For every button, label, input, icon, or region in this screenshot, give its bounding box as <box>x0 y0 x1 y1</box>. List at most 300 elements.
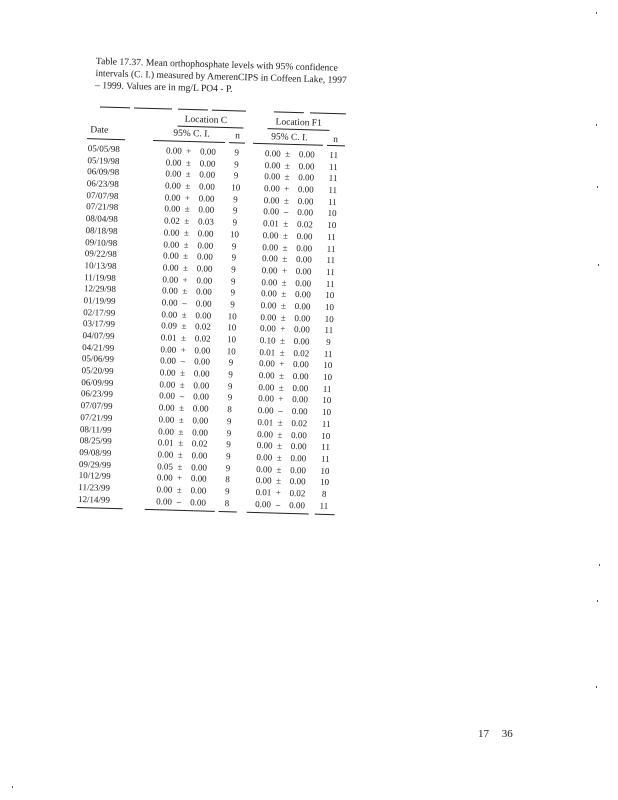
location-f1-n-cell: 11 <box>320 453 330 464</box>
location-f1-ci-cell: 0.00 <box>295 254 312 265</box>
location-c-plusminus-cell: + <box>184 192 191 203</box>
location-c-n-cell: 9 <box>232 205 238 216</box>
date-cell: 07/07/99 <box>80 400 113 412</box>
date-cell: 08/11/99 <box>79 423 112 435</box>
location-c-plusminus-cell: ± <box>178 426 184 437</box>
location-f1-n-cell: 11 <box>319 500 329 511</box>
location-f1-ci-cell: 0.00 <box>294 289 311 300</box>
location-f1-ci-cell: 0.00 <box>296 230 313 242</box>
location-f1-plusminus-cell: ± <box>276 440 283 451</box>
location-c-ci-cell: 0.00 <box>193 391 210 403</box>
date-cell: 09/22/98 <box>84 248 118 260</box>
location-f1-mean-cell: 0.10 <box>259 335 276 346</box>
location-c-plusminus-cell: ± <box>176 484 182 495</box>
date-cell: 06/23/99 <box>80 388 114 400</box>
location-c-mean-cell: 0.00 <box>162 250 179 261</box>
location-c-ci-cell: 0.00 <box>192 415 209 426</box>
location-f1-n-cell: 11 <box>328 184 338 196</box>
location-f1-n-cell: 10 <box>325 290 335 301</box>
location-c-mean-cell: 0.00 <box>163 227 180 238</box>
location-c-ci-cell: 0.03 <box>197 216 214 227</box>
location-c-ci-cell: 0.00 <box>196 251 213 262</box>
date-cell: 09/10/98 <box>85 236 118 248</box>
location-f1-plusminus-cell: ± <box>277 429 283 440</box>
location-c-n-cell: 9 <box>226 415 232 427</box>
date-cell: 10/13/98 <box>84 260 117 271</box>
location-f1-plusminus-cell: ± <box>285 148 291 159</box>
date-cell: 01/19/99 <box>83 295 116 306</box>
location-c-ci-cell: 0.00 <box>199 146 216 157</box>
location-c-n-cell: 9 <box>227 392 233 403</box>
location-c-plusminus-cell: ± <box>182 286 188 297</box>
location-f1-plusminus-cell: ± <box>281 288 287 300</box>
location-f1-plusminus-cell: ± <box>281 277 287 288</box>
location-c-n-cell: 10 <box>229 228 240 240</box>
location-f1-n-cell: 11 <box>323 348 333 359</box>
page-number: 17 36 <box>478 728 513 740</box>
location-f1-ci-cell: 0.00 <box>291 394 309 405</box>
location-c-n-cell: 8 <box>227 404 232 415</box>
location-f1-ci-cell: 0.00 <box>290 452 307 464</box>
location-f1-ci-cell: 0.00 <box>292 371 309 382</box>
table-top-rule <box>100 107 130 109</box>
scan-speck <box>596 124 597 126</box>
date-cell: 07/21/99 <box>80 411 113 423</box>
location-f1-plusminus-cell: ± <box>278 382 284 393</box>
date-cell: 07/21/98 <box>86 201 119 213</box>
location-c-n-cell: 9 <box>232 217 238 228</box>
location-c-plusminus-cell: ± <box>179 367 186 379</box>
date-cell: 10/12/99 <box>78 470 111 482</box>
location-c-n-cell: 10 <box>226 345 236 357</box>
location-f1-ci-cell: 0.00 <box>294 312 311 324</box>
location-f1-n-cell: 11 <box>321 418 331 429</box>
location-c-n-cell: 8 <box>225 474 231 485</box>
location-c-mean-cell: 0.00 <box>165 168 182 180</box>
location-f1-mean-cell: 0.00 <box>264 148 281 159</box>
location-c-n-cell: 9 <box>230 287 236 298</box>
location-c-mean-cell: 0.00 <box>164 180 181 191</box>
location-f1-mean-cell: 0.00 <box>256 451 273 463</box>
location-c-mean-cell: 0.00 <box>160 343 177 355</box>
location-c-plusminus-cell: ± <box>178 402 185 414</box>
location-c-n-cell: 9 <box>234 158 239 170</box>
location-c-plusminus-cell: ± <box>179 379 185 390</box>
location-c-n-cell: 9 <box>231 240 237 251</box>
location-f1-n-cell: 11 <box>329 149 339 161</box>
location-c-plusminus-cell: ± <box>182 262 189 273</box>
location-f1-mean-cell: 0.00 <box>258 358 276 369</box>
n-c-header: n <box>235 131 241 142</box>
location-c-ci-cell: 0.00 <box>194 356 211 368</box>
location-c-n-cell: 9 <box>227 380 233 392</box>
location-c-n-cell: 9 <box>231 264 236 275</box>
location-f1-ci-cell: 0.00 <box>290 441 307 452</box>
location-f1-mean-cell: 0.00 <box>261 276 278 288</box>
location-c-mean-cell: 0.00 <box>160 355 177 367</box>
location-f1-mean-cell: 0.01 <box>262 218 279 229</box>
location-f1-plusminus-cell: – <box>283 207 289 218</box>
location-c-mean-cell: 0.00 <box>159 390 176 402</box>
location-c-plusminus-cell: ± <box>183 227 190 238</box>
table-top-rule <box>212 110 246 112</box>
location-c-mean-cell: 0.00 <box>156 472 173 483</box>
location-c-mean-cell: 0.00 <box>162 262 179 273</box>
location-f1-mean-cell: 0.00 <box>256 463 273 475</box>
date-cell: 12/14/99 <box>77 493 111 505</box>
location-f1-plusminus-cell: ± <box>275 475 282 486</box>
location-c-ci-cell: 0.02 <box>191 438 208 449</box>
date-cell: 11/19/98 <box>84 271 117 283</box>
location-c-plusminus-cell: + <box>176 473 183 484</box>
scan-speck <box>598 264 599 266</box>
location-f1-ci-cell: 0.00 <box>298 149 315 160</box>
location-f1-ci-cell: 0.02 <box>289 487 306 499</box>
location-f1-n-cell: 10 <box>319 477 330 488</box>
location-f1-ci-cell: 0.00 <box>298 172 315 183</box>
date-cell: 07/07/98 <box>86 189 119 201</box>
location-f1-n-cell: 10 <box>327 208 337 219</box>
location-c-ci-cell: 0.00 <box>196 263 213 274</box>
location-c-plusminus-cell: – <box>182 297 187 308</box>
location-f1-n-cell: 10 <box>324 313 334 324</box>
location-f1-ci-cell: 0.00 <box>289 476 306 487</box>
date-cell: 09/08/99 <box>79 446 112 458</box>
location-f1-n-cell: 10 <box>327 220 337 231</box>
location-c-ci-cell: 0.00 <box>190 496 207 508</box>
location-c-ci-cell: 0.00 <box>192 426 209 438</box>
location-c-mean-cell: 0.00 <box>162 273 179 285</box>
date-cell: 04/07/99 <box>82 330 115 341</box>
date-cell: 08/04/98 <box>85 213 119 225</box>
location-f1-mean-cell: 0.01 <box>255 486 272 498</box>
location-f1-plusminus-cell: + <box>275 487 281 498</box>
location-c-plusminus-cell: ± <box>185 180 191 192</box>
table-top-rule <box>310 112 346 114</box>
location-c-mean-cell: 0.00 <box>158 425 175 437</box>
location-f1-ci-cell: 0.00 <box>297 207 314 218</box>
location-c-mean-cell: 0.00 <box>158 414 175 425</box>
location-f1-mean-cell: 0.00 <box>260 288 277 299</box>
location-f1-mean-cell: 0.00 <box>256 440 273 451</box>
date-cell: 11/23/99 <box>78 481 111 493</box>
date-cell: 05/19/98 <box>87 154 120 166</box>
location-f1-mean-cell: 0.00 <box>258 381 275 393</box>
location-f1-ci-cell: 0.02 <box>291 417 308 429</box>
table-bottom-rule <box>315 513 335 515</box>
location-f1-n-cell: 8 <box>321 488 327 499</box>
location-f1-plusminus-cell: ± <box>279 335 286 346</box>
location-c-n-cell: 10 <box>226 334 237 345</box>
location-c-plusminus-cell: ± <box>183 251 189 262</box>
location-f1-mean-cell: 0.00 <box>261 253 278 264</box>
location-f1-plusminus-cell: + <box>280 323 286 335</box>
location-f1-plusminus-cell: ± <box>284 160 291 171</box>
location-c-ci-cell: 0.00 <box>196 274 213 286</box>
location-f1-ci-cell: 0.00 <box>298 160 315 172</box>
location-c-mean-cell: 0.01 <box>157 437 174 448</box>
location-f1-n-cell: 11 <box>322 383 332 394</box>
location-f1-mean-cell: 0.00 <box>257 428 274 439</box>
location-f1-ci-cell: 0.00 <box>291 429 308 440</box>
location-c-ci-cell: 0.00 <box>199 169 216 181</box>
location-f1-mean-cell: 0.00 <box>264 171 281 182</box>
table-bottom-rule <box>247 511 309 514</box>
location-c-mean-cell: 0.00 <box>158 402 175 413</box>
location-c-mean-cell: 0.00 <box>165 145 182 156</box>
location-c-n-cell: 9 <box>225 462 231 473</box>
location-f1-mean-cell: 0.00 <box>263 194 280 206</box>
location-f1-n-cell: 10 <box>322 371 333 383</box>
date-cell: 05/05/98 <box>87 143 120 155</box>
table-body <box>71 143 351 513</box>
location-c-header: Location C <box>184 114 228 127</box>
location-c-mean-cell: 0.01 <box>160 332 177 343</box>
location-c-ci-cell: 0.00 <box>193 379 210 391</box>
location-f1-n-cell: 10 <box>320 465 330 476</box>
location-c-plusminus-cell: ± <box>178 414 184 425</box>
location-c-plusminus-cell: ± <box>177 461 183 472</box>
date-cell: 05/20/99 <box>81 365 114 377</box>
location-f1-ci-cell: 0.02 <box>296 219 313 230</box>
location-f1-mean-cell: 0.00 <box>263 183 280 194</box>
location-f1-mean-cell: 0.00 <box>264 159 281 171</box>
location-f1-ci-cell: 0.00 <box>297 195 314 207</box>
location-f1-mean-cell: 0.00 <box>262 229 279 241</box>
location-c-ci-cell: 0.00 <box>190 473 207 484</box>
location-c-mean-cell: 0.00 <box>163 238 180 250</box>
location-f1-mean-cell: 0.00 <box>260 311 277 323</box>
location-c-plusminus-cell: ± <box>184 216 190 227</box>
location-c-mean-cell: 0.05 <box>157 460 174 472</box>
location-f1-plusminus-cell: + <box>284 183 290 194</box>
location-f1-plusminus-cell: ± <box>282 242 288 253</box>
location-f1-n-cell: 9 <box>326 336 331 348</box>
location-f1-plusminus-cell: ± <box>284 172 290 183</box>
location-c-plusminus-cell: ± <box>178 438 184 449</box>
table-top-rule <box>134 107 172 109</box>
n-f1-header: n <box>333 135 339 146</box>
location-f1-ci-cell: 0.00 <box>294 300 311 312</box>
location-f1-ci-cell: 0.00 <box>297 184 314 195</box>
date-cell: 09/29/99 <box>78 458 112 470</box>
location-c-plusminus-cell: ± <box>185 157 192 168</box>
location-c-mean-cell: 0.02 <box>163 215 180 226</box>
table-caption: Table 17.37. Mean orthophosphate levels with 95% confidence intervals (C. I.) measured by AmerenCIPS in Coffeen Lake, 1997 – 1999. Values are in mg/L PO4 - P. <box>95 56 347 95</box>
location-c-ci-cell: 0.00 <box>191 461 208 473</box>
location-f1-mean-cell: 0.00 <box>262 241 279 253</box>
scan-speck <box>599 564 600 566</box>
location-f1-mean-cell: 0.00 <box>258 393 275 404</box>
location-c-plusminus-cell: ± <box>181 321 187 332</box>
location-c-ci-cell: 0.00 <box>198 204 215 216</box>
location-c-ci-cell: 0.00 <box>194 344 211 356</box>
location-c-n-cell: 10 <box>231 182 241 193</box>
location-c-n-cell: 9 <box>233 194 238 205</box>
location-c-n-cell: 9 <box>233 170 239 181</box>
location-c-plusminus-cell: ± <box>180 332 187 343</box>
location-c-plusminus-cell: ± <box>177 449 183 460</box>
scan-speck <box>597 186 598 188</box>
location-f1-n-cell: 10 <box>324 301 335 313</box>
table-bottom-rule <box>219 511 237 513</box>
location-f1-n-cell: 10 <box>323 360 333 371</box>
location-c-n-cell: 9 <box>228 357 234 368</box>
location-c-n-cell: 8 <box>224 497 230 508</box>
location-f1-n-cell: 11 <box>325 266 335 277</box>
location-f1-plusminus-cell: ± <box>283 218 289 229</box>
location-f1-mean-cell: 0.01 <box>259 346 276 358</box>
location-c-ci-cell: 0.02 <box>194 321 212 332</box>
location-f1-mean-cell: 0.00 <box>261 264 278 276</box>
ci-f1-header: 95% C. I. <box>271 132 308 144</box>
location-c-plusminus-cell: ± <box>183 239 189 250</box>
location-c-n-cell: 10 <box>227 310 237 322</box>
location-f1-plusminus-cell: – <box>278 405 283 416</box>
location-f1-n-cell: 11 <box>327 196 337 207</box>
location-c-n-cell: 9 <box>226 439 231 450</box>
location-c-n-cell: 9 <box>225 451 231 462</box>
location-c-n-cell: 9 <box>228 369 233 380</box>
location-c-n-cell: 9 <box>230 299 235 310</box>
location-f1-mean-cell: 0.00 <box>257 405 274 416</box>
location-c-ci-cell: 0.00 <box>198 181 215 192</box>
location-f1-plusminus-cell: ± <box>277 417 283 428</box>
location-c-mean-cell: 0.00 <box>164 203 181 215</box>
location-f1-plusminus-cell: ± <box>279 347 285 358</box>
location-f1-ci-cell: 0.00 <box>295 265 312 277</box>
location-c-mean-cell: 0.09 <box>161 320 178 332</box>
location-f1-ci-cell: 0.00 <box>289 499 306 511</box>
location-c-plusminus-cell: – <box>176 496 182 507</box>
location-c-ci-cell: 0.00 <box>191 450 208 461</box>
location-f1-ci-cell: 0.02 <box>293 347 310 359</box>
location-f1-plusminus-cell: ± <box>280 300 287 311</box>
location-c-plusminus-cell: – <box>180 356 186 367</box>
location-f1-n-cell: 10 <box>321 406 332 418</box>
header-under-rule <box>87 138 125 140</box>
location-c-mean-cell: 0.00 <box>156 495 173 507</box>
scan-speck <box>596 12 597 14</box>
table-bottom-rule <box>145 509 215 512</box>
location-c-n-cell: 9 <box>231 252 237 263</box>
table-bottom-rule <box>77 507 123 509</box>
location-c-ci-cell: 0.00 <box>195 286 212 297</box>
location-f1-plusminus-cell: + <box>279 358 285 370</box>
location-c-ci-cell: 0.02 <box>194 333 211 344</box>
table-top-rule <box>178 109 208 111</box>
location-c-plusminus-cell: + <box>182 274 188 285</box>
location-c-mean-cell: 0.00 <box>161 308 178 320</box>
location-f1-plusminus-cell: ± <box>282 253 288 264</box>
location-f1-ci-cell: 0.00 <box>295 277 312 289</box>
location-f1-plusminus-cell: ± <box>276 452 282 463</box>
location-f1-n-cell: 11 <box>328 173 338 184</box>
date-header: Date <box>90 125 109 136</box>
scan-speck <box>12 786 13 788</box>
location-c-mean-cell: 0.00 <box>156 484 173 495</box>
table-top-rule <box>274 111 304 113</box>
location-f1-plusminus-cell: ± <box>282 230 289 241</box>
location-c-ci-cell: 0.00 <box>192 403 209 414</box>
location-c-ci-cell: 0.00 <box>195 298 212 309</box>
date-cell: 02/17/99 <box>83 306 116 318</box>
location-f1-n-cell: 10 <box>321 430 331 441</box>
location-c-plusminus-cell: – <box>179 391 185 402</box>
location-f1-ci-cell: 0.00 <box>291 406 308 417</box>
location-f1-n-cell: 11 <box>328 161 338 172</box>
location-f1-mean-cell: 0.00 <box>263 206 280 217</box>
location-c-ci-cell: 0.00 <box>190 485 207 496</box>
location-f1-n-cell: 11 <box>326 243 336 254</box>
location-c-ci-cell: 0.00 <box>198 193 215 204</box>
location-f1-n-cell: 11 <box>324 325 334 336</box>
location-c-ci-cell: 0.00 <box>197 239 214 251</box>
scan-speck <box>597 600 598 602</box>
location-c-mean-cell: 0.00 <box>161 285 179 296</box>
location-f1-plusminus-cell: + <box>281 265 288 276</box>
location-f1-n-cell: 11 <box>325 278 335 289</box>
scan-speck <box>596 686 597 688</box>
location-f1-mean-cell: 0.01 <box>257 416 274 428</box>
location-f1-ci-cell: 0.00 <box>292 359 310 370</box>
location-c-n-cell: 9 <box>224 486 230 497</box>
location-c-n-cell: 9 <box>226 427 232 438</box>
location-f1-mean-cell: 0.00 <box>258 370 275 381</box>
location-f1-plusminus-cell: – <box>275 499 281 510</box>
location-f1-n-cell: 11 <box>326 231 336 242</box>
location-f1-header: Location F1 <box>275 117 322 129</box>
location-c-n-cell: 10 <box>227 322 237 333</box>
location-c-mean-cell: 0.00 <box>164 192 181 203</box>
location-c-mean-cell: 0.00 <box>165 157 182 168</box>
location-c-mean-cell: 0.00 <box>157 449 174 460</box>
location-c-mean-cell: 0.00 <box>159 379 176 390</box>
location-c-plusminus-cell: ± <box>181 309 187 320</box>
location-c-mean-cell: 0.00 <box>159 367 176 378</box>
date-cell: 06/23/98 <box>86 178 119 190</box>
location-c-plusminus-cell: + <box>180 344 186 355</box>
location-f1-ci-cell: 0.00 <box>293 336 310 347</box>
orthophosphate-table <box>77 106 352 511</box>
location-f1-plusminus-cell: ± <box>276 464 282 475</box>
location-f1-mean-cell: 0.00 <box>259 323 276 334</box>
date-cell: 04/21/99 <box>82 341 115 353</box>
location-f1-plusminus-cell: ± <box>280 312 286 323</box>
location-c-ci-cell: 0.00 <box>195 309 212 321</box>
location-f1-ci-cell: 0.00 <box>290 464 307 475</box>
header-under-rule <box>229 142 245 143</box>
date-cell: 03/17/99 <box>82 318 116 330</box>
location-c-n-cell: 9 <box>230 275 236 286</box>
date-cell: 06/09/98 <box>87 166 120 178</box>
location-f1-n-cell: 11 <box>326 255 336 266</box>
header-under-rule <box>253 143 323 146</box>
location-f1-mean-cell: 0.00 <box>255 475 272 486</box>
location-f1-plusminus-cell: ± <box>278 370 285 381</box>
date-cell: 05/06/99 <box>81 353 115 365</box>
ci-c-header: 95% C. I. <box>173 128 210 140</box>
location-c-plusminus-cell: ± <box>185 169 191 180</box>
date-cell: 06/09/99 <box>81 376 114 388</box>
location-c-mean-cell: 0.00 <box>161 297 178 308</box>
location-f1-ci-cell: 0.00 <box>292 382 309 394</box>
location-c-ci-cell: 0.00 <box>197 228 214 239</box>
location-c-n-cell: 9 <box>234 147 240 158</box>
location-f1-ci-cell: 0.00 <box>293 324 310 335</box>
date-cell: 08/25/99 <box>79 435 112 447</box>
location-c-ci-cell: 0.00 <box>199 157 216 169</box>
